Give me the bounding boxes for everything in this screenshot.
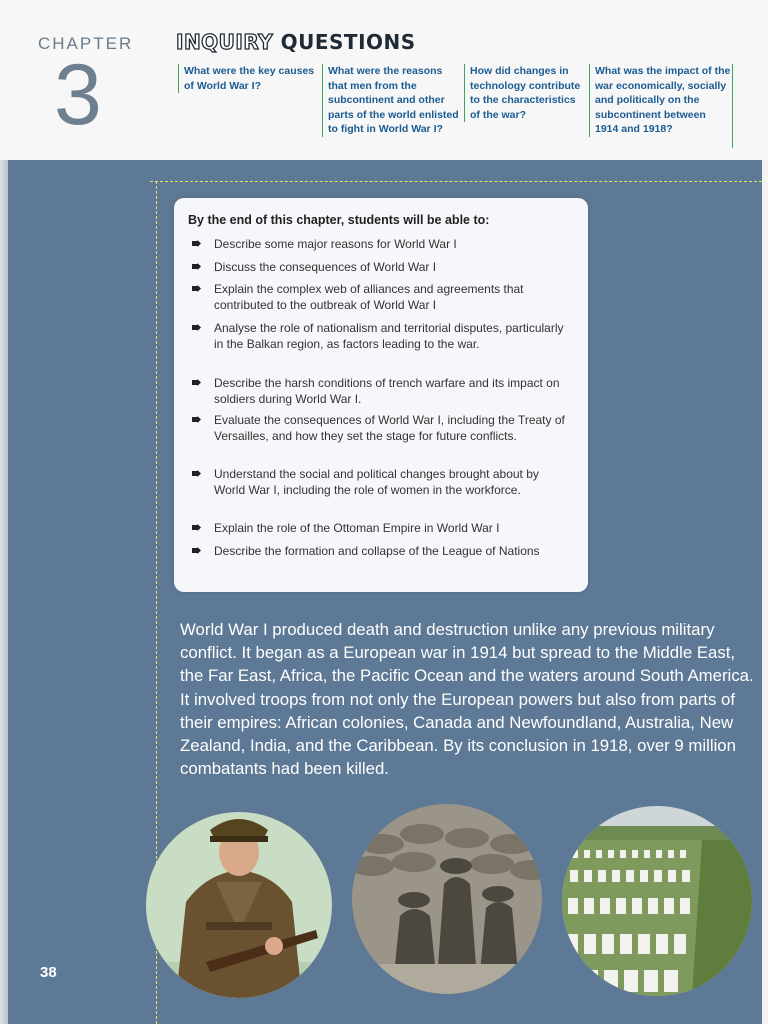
page-number: 38	[40, 964, 57, 981]
arrow-bullet-icon	[192, 547, 201, 554]
arrow-bullet-icon	[192, 285, 201, 292]
cemetery-illustration	[562, 806, 752, 996]
arrow-bullet-icon	[192, 324, 201, 331]
question-divider	[732, 64, 733, 148]
objective-item	[190, 412, 570, 444]
objective-text: Describe the harsh conditions of trench warfare and its impact on soldiers during World War I.	[214, 376, 560, 406]
dashed-guide-top	[150, 181, 762, 182]
objective-item	[190, 466, 570, 498]
objective-text: Understand the social and political changes brought about by World War I, including the role of women in the workforce.	[214, 467, 539, 497]
inquiry-question: What were the key causes of World War I?	[178, 64, 318, 93]
inquiry-question: How did changes in technology contribute to the characteristics of the war?	[464, 64, 586, 122]
objective-text: Explain the complex web of alliances and agreements that contributed to the outbreak of World War I	[214, 282, 524, 312]
war-cemetery-photo	[562, 806, 752, 996]
inquiry-questions-title	[176, 30, 416, 54]
arrow-bullet-icon	[192, 416, 201, 423]
arrow-bullet-icon	[192, 240, 201, 247]
trench-photo-illustration	[352, 804, 542, 994]
title-outline-word: INQUIRY	[176, 30, 274, 54]
soldier-illustration	[146, 812, 332, 998]
objective-item	[190, 236, 570, 252]
objective-text: Explain the role of the Ottoman Empire in World War I	[214, 521, 500, 535]
chapter-label: CHAPTER	[38, 34, 134, 53]
objective-item	[190, 543, 570, 559]
inquiry-question: What were the reasons that men from the subcontinent and other parts of the world enlisted to fight in World War I?	[322, 64, 462, 137]
arrow-bullet-icon	[192, 263, 201, 270]
objective-item	[190, 259, 570, 275]
arrow-bullet-icon	[192, 524, 201, 531]
objective-text: Describe some major reasons for World War I	[214, 237, 457, 251]
trench-soldiers-photo	[352, 804, 542, 994]
objective-text: Evaluate the consequences of World War I, including the Treaty of Versailles, and how they set the stage for future conflicts.	[214, 413, 565, 443]
intro-paragraph: World War I produced death and destruction unlike any previous military conflict. It began as a European war in 1914 but spread to the Middle East, the Far East, Africa, the Pacific Ocean and the waters around South America. It involved troops from not only the European powers but also from parts of their empires: African colonies, Canada and Newfoundland, Australia, New Zealand, India, and the Caribbean. By its conclusion in 1918, over 9 million combatants had been killed.	[180, 620, 754, 779]
inquiry-question: What was the impact of the war economically, socially and politically on the subcontinent between 1914 and 1918?	[589, 64, 731, 137]
objective-text: Describe the formation and collapse of the League of Nations	[214, 544, 540, 558]
learning-objectives-box	[174, 198, 588, 592]
objective-item	[190, 281, 570, 313]
arrow-bullet-icon	[192, 470, 201, 477]
objective-item	[190, 520, 570, 536]
arrow-bullet-icon	[192, 379, 201, 386]
chapter-number: 3	[54, 47, 102, 143]
objective-item	[190, 320, 570, 352]
book-spine-edge	[0, 160, 8, 1024]
objective-text: Analyse the role of nationalism and territorial disputes, particularly in the Balkan region, as factors leading to the war.	[214, 321, 564, 351]
objective-text: Discuss the consequences of World War I	[214, 260, 437, 274]
title-solid-word: QUESTIONS	[280, 30, 416, 54]
objective-item	[190, 375, 570, 407]
chapter-header	[0, 0, 768, 160]
soldier-portrait-image	[146, 812, 332, 998]
objectives-heading: By the end of this chapter, students will be able to:	[188, 213, 490, 227]
